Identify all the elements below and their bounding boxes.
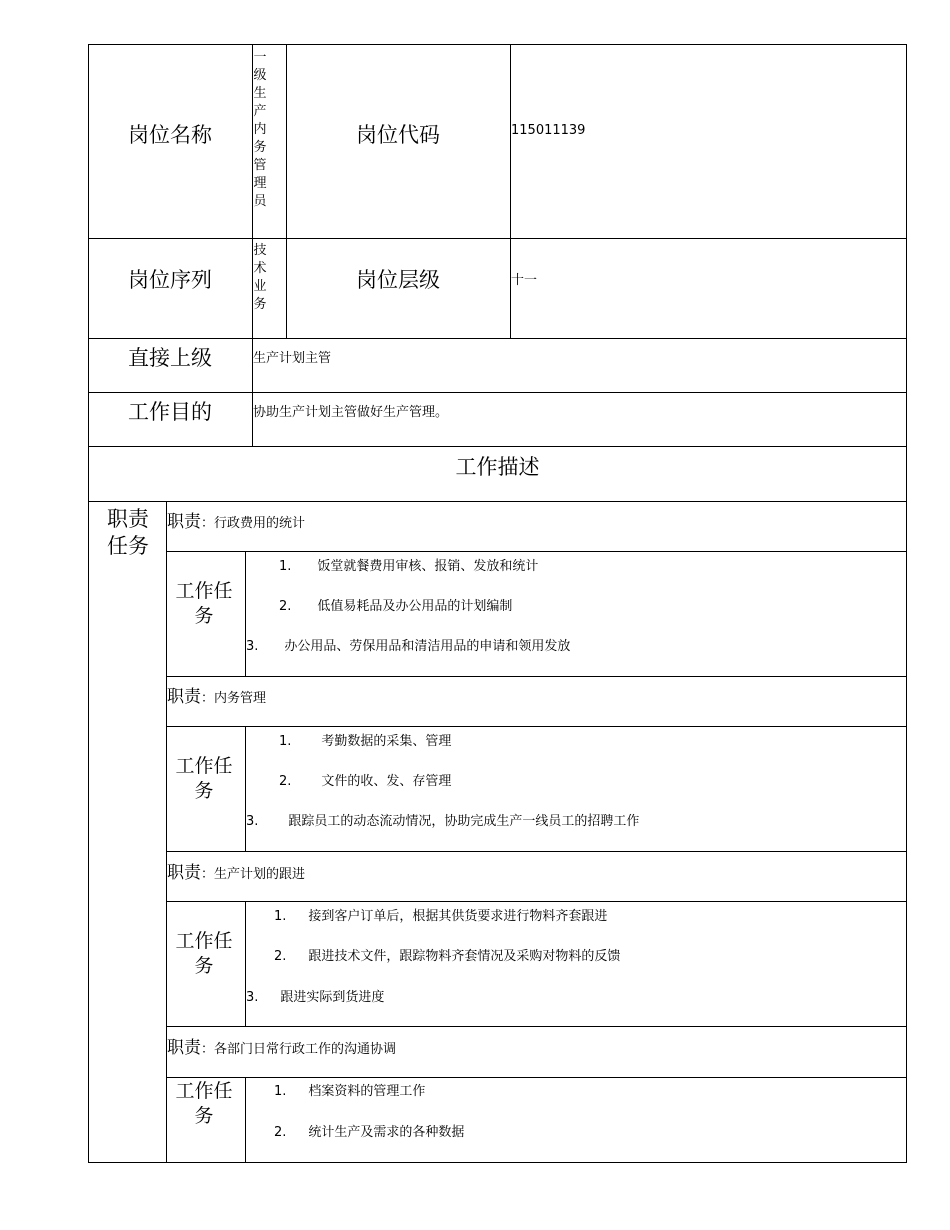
border-right xyxy=(906,44,907,1163)
task-item: 1. 饭堂就餐费用审核、报销、发放和统计 xyxy=(279,559,539,574)
task-label: 工作任务 xyxy=(175,930,233,977)
divider xyxy=(510,44,511,339)
duties-side-label: 职责任务 xyxy=(107,507,149,558)
divider xyxy=(286,44,287,339)
divider xyxy=(166,1026,907,1027)
supervisor-value: 生产计划主管 xyxy=(253,351,332,366)
task-item: 3. 跟进实际到货进度 xyxy=(246,990,385,1005)
border-left xyxy=(88,44,89,1163)
post-name-value: 一级生产内务管理员 xyxy=(253,50,267,209)
divider xyxy=(166,501,167,1163)
divider xyxy=(166,901,907,902)
task-item: 3. 办公用品、劳保用品和清洁用品的申请和领用发放 xyxy=(246,639,571,654)
divider xyxy=(245,1077,246,1163)
task-item: 2. 跟进技术文件，跟踪物料齐套情况及采购对物料的反馈 xyxy=(274,949,621,964)
border-top xyxy=(88,44,907,45)
divider xyxy=(166,551,907,552)
divider xyxy=(166,726,907,727)
task-item: 1. 接到客户订单后，根据其供货要求进行物料齐套跟进 xyxy=(274,909,608,924)
purpose-value: 协助生产计划主管做好生产管理。 xyxy=(253,405,449,420)
purpose-label: 工作目的 xyxy=(128,400,212,424)
task-label: 工作任务 xyxy=(175,755,233,802)
post-name-label: 岗位名称 xyxy=(128,123,212,147)
duty-heading: 职责：内务管理 xyxy=(167,687,267,707)
task-item: 2. 低值易耗品及办公用品的计划编制 xyxy=(279,599,513,614)
task-item: 2. 统计生产及需求的各种数据 xyxy=(274,1125,465,1140)
post-code-label: 岗位代码 xyxy=(356,123,440,147)
task-label: 工作任务 xyxy=(175,580,233,627)
post-series-value: 技术业务 xyxy=(253,243,267,312)
divider xyxy=(88,238,907,239)
duty-heading: 职责：各部门日常行政工作的沟通协调 xyxy=(167,1038,397,1058)
task-item: 3. 跟踪员工的动态流动情况，协助完成生产一线员工的招聘工作 xyxy=(246,814,640,829)
divider xyxy=(166,1077,907,1078)
post-code-value: 115011139 xyxy=(511,123,586,138)
task-item: 1. 考勤数据的采集、管理 xyxy=(279,734,452,749)
supervisor-label: 直接上级 xyxy=(128,346,212,370)
divider xyxy=(245,901,246,1027)
duty-heading: 职责：行政费用的统计 xyxy=(167,512,306,532)
description-title: 工作描述 xyxy=(455,455,540,479)
task-item: 2. 文件的收、发、存管理 xyxy=(279,774,452,789)
border-bottom xyxy=(88,1162,907,1163)
divider xyxy=(245,726,246,852)
task-item: 1. 档案资料的管理工作 xyxy=(274,1084,426,1099)
duty-heading: 职责：生产计划的跟进 xyxy=(167,863,306,883)
post-series-label: 岗位序列 xyxy=(128,268,212,292)
divider xyxy=(245,551,246,677)
divider xyxy=(88,392,907,393)
divider xyxy=(88,446,907,447)
divider xyxy=(166,676,907,677)
divider xyxy=(166,851,907,852)
post-level-value: 十一 xyxy=(511,273,538,288)
post-level-label: 岗位层级 xyxy=(356,268,440,292)
divider xyxy=(88,501,907,502)
task-label: 工作任务 xyxy=(175,1080,233,1127)
divider xyxy=(88,338,907,339)
